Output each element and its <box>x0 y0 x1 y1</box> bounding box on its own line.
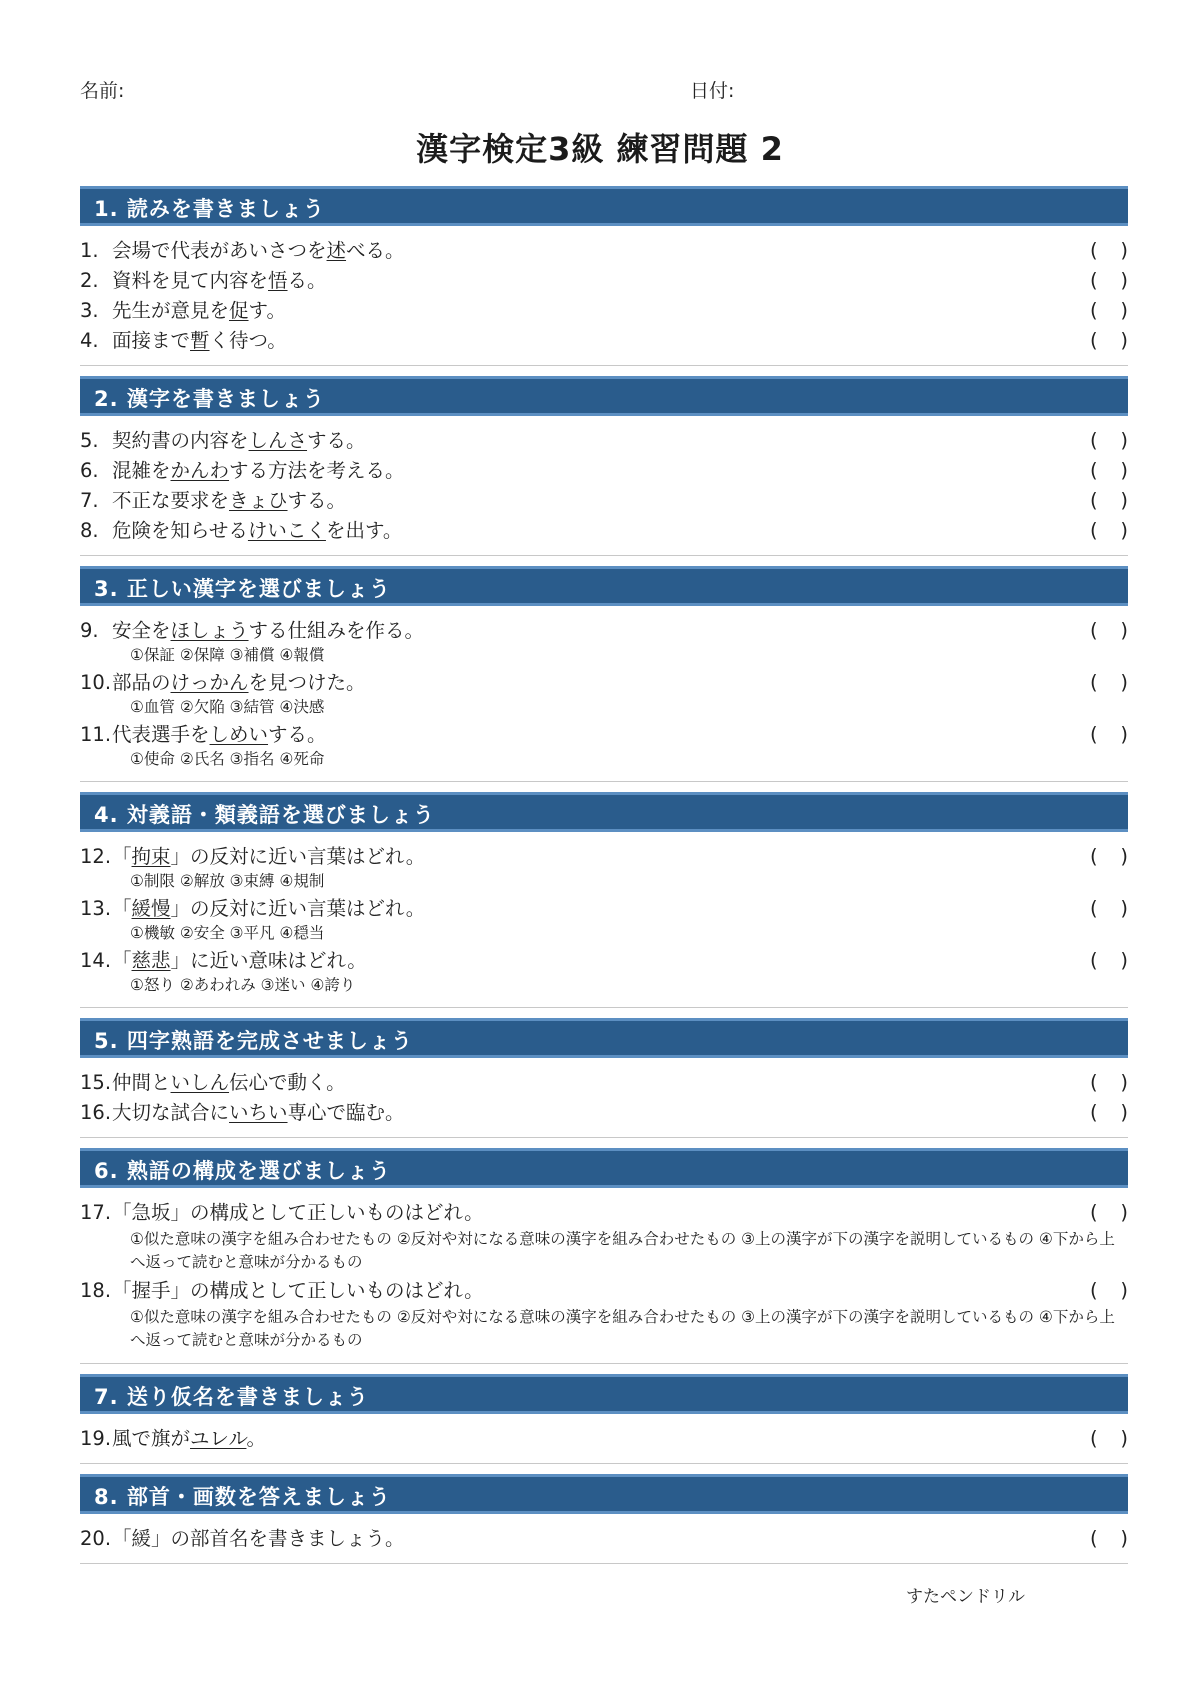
underlined-target: 暫 <box>190 329 210 352</box>
answer-options: ①似た意味の漢字を組み合わせたもの ②反対や対になる意味の漢字を組み合わせたもの ③上の漢字が下の漢字を説明しているもの ④下から上へ返って読むと意味が分かるもの <box>130 1230 1115 1271</box>
answer-box[interactable] <box>1090 842 1128 872</box>
answer-options: ①似た意味の漢字を組み合わせたもの ②反対や対になる意味の漢字を組み合わせたもの ③上の漢字が下の漢字を説明しているもの ④下から上へ返って読むと意味が分かるもの <box>130 1308 1115 1349</box>
question-line <box>80 1424 1128 1454</box>
question-text: 「緩」の部首名を書きましょう。 <box>112 1527 405 1550</box>
question-item <box>80 1068 1128 1098</box>
question-sections <box>80 186 1128 1574</box>
question-text: 混雑を <box>112 459 171 482</box>
answer-open-paren: ( <box>1090 299 1098 322</box>
question-item <box>80 894 1128 944</box>
answer-close-paren: ) <box>1120 329 1128 352</box>
question-number: 1. <box>80 239 99 262</box>
question-text-end: する仕組みを作る。 <box>248 619 425 642</box>
question-text: 「 <box>112 949 132 972</box>
answer-box[interactable] <box>1090 894 1128 924</box>
section-body <box>80 606 1128 782</box>
answer-box[interactable] <box>1090 1276 1128 1306</box>
answer-close-paren: ) <box>1120 1527 1128 1550</box>
answer-open-paren: ( <box>1090 489 1098 512</box>
answer-close-paren: ) <box>1120 949 1128 972</box>
question-line <box>80 668 1128 698</box>
answer-close-paren: ) <box>1120 429 1128 452</box>
question-text-end: く待つ。 <box>209 329 287 352</box>
answer-box[interactable] <box>1090 456 1128 486</box>
question-text-end: 」に近い意味はどれ。 <box>170 949 367 972</box>
header-row <box>80 76 1120 104</box>
answer-open-paren: ( <box>1090 897 1098 920</box>
question-number: 9. <box>80 619 99 642</box>
underlined-target: 緩慢 <box>131 897 171 920</box>
question-number: 15. <box>80 1071 112 1094</box>
question-item <box>80 720 1128 770</box>
question-item <box>80 946 1128 996</box>
question-item <box>80 486 1128 516</box>
answer-options: ①機敏 ②安全 ③平凡 ④穏当 <box>130 924 325 942</box>
answer-open-paren: ( <box>1090 619 1098 642</box>
question-item <box>80 1424 1128 1454</box>
answer-close-paren: ) <box>1120 1201 1128 1224</box>
answer-close-paren: ) <box>1120 723 1128 746</box>
question-item <box>80 1276 1128 1352</box>
answer-box[interactable] <box>1090 946 1128 976</box>
question-item <box>80 668 1128 718</box>
answer-options: ①怒り ②あわれみ ③迷い ④誇り <box>130 976 356 994</box>
name-label: 名前: <box>80 80 125 102</box>
answer-open-paren: ( <box>1090 329 1098 352</box>
answer-open-paren: ( <box>1090 1527 1098 1550</box>
section-body <box>80 416 1128 556</box>
question-item <box>80 1524 1128 1554</box>
question-text: 風で旗が <box>112 1427 191 1450</box>
answer-open-paren: ( <box>1090 1427 1098 1450</box>
underlined-target: ユレル <box>190 1427 247 1450</box>
answer-options: ①使命 ②氏名 ③指名 ④死命 <box>130 750 325 768</box>
question-item <box>80 616 1128 666</box>
underlined-target: しめい <box>209 723 269 746</box>
answer-open-paren: ( <box>1090 1201 1098 1224</box>
answer-open-paren: ( <box>1090 269 1098 292</box>
answer-box[interactable] <box>1090 1424 1128 1454</box>
question-text-end: 専心で臨む。 <box>287 1101 405 1124</box>
question-number: 14. <box>80 949 112 972</box>
question-text: 仲間と <box>112 1071 171 1094</box>
question-number: 10. <box>80 671 112 694</box>
section-header: 2. 漢字を書きましょう <box>80 376 1128 416</box>
answer-box[interactable] <box>1090 296 1128 326</box>
question-number: 12. <box>80 845 112 868</box>
underlined-target: 促 <box>229 299 249 322</box>
answer-open-paren: ( <box>1090 1279 1098 1302</box>
answer-close-paren: ) <box>1120 619 1128 642</box>
date-label: 日付: <box>690 80 735 102</box>
answer-open-paren: ( <box>1090 459 1098 482</box>
question-number: 20. <box>80 1527 112 1550</box>
answer-options: ①制限 ②解放 ③束縛 ④規制 <box>130 872 325 890</box>
question-number: 11. <box>80 723 112 746</box>
footer-brand: すたペンドリル <box>906 1587 1025 1607</box>
question-line <box>80 946 1128 976</box>
answer-open-paren: ( <box>1090 949 1098 972</box>
answer-open-paren: ( <box>1090 519 1098 542</box>
section-header: 1. 読みを書きましょう <box>80 186 1128 226</box>
underlined-target: 悟 <box>268 269 288 292</box>
question-text-end: する方法を考える。 <box>229 459 405 482</box>
answer-options: ①血管 ②欠陥 ③結管 ④決感 <box>130 698 325 716</box>
question-item <box>80 842 1128 892</box>
question-text: 安全を <box>112 619 171 642</box>
question-item <box>80 266 1128 296</box>
question-line <box>80 616 1128 646</box>
answer-close-paren: ) <box>1120 299 1128 322</box>
question-text-end: する。 <box>307 429 366 452</box>
question-item <box>80 1098 1128 1128</box>
question-text: 「 <box>112 845 132 868</box>
question-text: 契約書の内容を <box>112 429 249 452</box>
underlined-target: かんわ <box>170 459 230 482</box>
question-text-end: す。 <box>248 299 286 322</box>
question-line <box>80 486 1128 516</box>
question-item <box>80 296 1128 326</box>
answer-close-paren: ) <box>1120 671 1128 694</box>
answer-open-paren: ( <box>1090 429 1098 452</box>
question-line <box>80 296 1128 326</box>
question-item <box>80 236 1128 266</box>
underlined-target: けいこく <box>247 519 326 542</box>
question-text: 代表選手を <box>112 723 210 746</box>
section-header: 5. 四字熟語を完成させましょう <box>80 1018 1128 1058</box>
answer-close-paren: ) <box>1120 845 1128 868</box>
section-body <box>80 832 1128 1008</box>
question-line <box>80 720 1128 750</box>
question-text-end: べる。 <box>346 239 405 262</box>
section-body <box>80 1188 1128 1364</box>
question-text-end: 」の反対に近い言葉はどれ。 <box>170 845 426 868</box>
answer-box[interactable] <box>1090 486 1128 516</box>
question-number: 3. <box>80 299 99 322</box>
answer-box[interactable] <box>1090 1198 1128 1228</box>
underlined-target: きょひ <box>229 489 288 512</box>
question-item <box>80 456 1128 486</box>
page-title: 漢字検定3級 練習問題 2 <box>416 130 784 168</box>
question-text: 面接まで <box>112 329 191 352</box>
answer-box[interactable] <box>1090 516 1128 546</box>
question-text: 危険を知らせる <box>112 519 248 542</box>
section-body <box>80 1414 1128 1464</box>
answer-close-paren: ) <box>1120 1101 1128 1124</box>
question-text: 「 <box>112 897 132 920</box>
underlined-target: 慈悲 <box>131 949 171 972</box>
question-number: 5. <box>80 429 99 452</box>
answer-box[interactable] <box>1090 720 1128 750</box>
question-text-end: 伝心で動く。 <box>229 1071 346 1094</box>
answer-open-paren: ( <box>1090 671 1098 694</box>
question-line <box>80 1276 1128 1306</box>
section-header: 4. 対義語・類義語を選びましょう <box>80 792 1128 832</box>
question-text: 資料を見て内容を <box>112 269 269 292</box>
answer-open-paren: ( <box>1090 1101 1098 1124</box>
question-text: 「握手」の構成として正しいものはどれ。 <box>112 1279 484 1302</box>
question-text-end: する。 <box>268 723 327 746</box>
question-number: 19. <box>80 1427 112 1450</box>
question-text: 大切な試合に <box>112 1101 230 1124</box>
question-line <box>80 1198 1128 1228</box>
question-text-end: を見つけた。 <box>248 671 366 694</box>
question-text-end: を出す。 <box>325 519 403 542</box>
question-line <box>80 842 1128 872</box>
question-number: 17. <box>80 1201 112 1224</box>
question-text: 会場で代表があいさつを <box>112 239 327 262</box>
underlined-target: 拘束 <box>131 845 171 868</box>
answer-close-paren: ) <box>1120 897 1128 920</box>
answer-close-paren: ) <box>1120 1071 1128 1094</box>
section-header: 3. 正しい漢字を選びましょう <box>80 566 1128 606</box>
answer-close-paren: ) <box>1120 489 1128 512</box>
question-number: 18. <box>80 1279 112 1302</box>
question-item <box>80 326 1128 356</box>
answer-box[interactable] <box>1090 326 1128 356</box>
question-text: 先生が意見を <box>112 299 230 322</box>
answer-box[interactable] <box>1090 1524 1128 1554</box>
question-line <box>80 1098 1128 1128</box>
section-header: 7. 送り仮名を書きましょう <box>80 1374 1128 1414</box>
underlined-target: 述 <box>326 239 347 262</box>
question-number: 4. <box>80 329 99 352</box>
question-number: 2. <box>80 269 99 292</box>
question-line <box>80 516 1128 546</box>
question-text-end: 」の反対に近い言葉はどれ。 <box>170 897 426 920</box>
question-line <box>80 236 1128 266</box>
answer-open-paren: ( <box>1090 239 1098 262</box>
question-line <box>80 894 1128 924</box>
question-text-end: 。 <box>246 1427 266 1450</box>
question-text: 部品の <box>112 671 171 694</box>
section-body <box>80 1058 1128 1138</box>
question-line <box>80 1524 1128 1554</box>
answer-open-paren: ( <box>1090 723 1098 746</box>
question-item <box>80 426 1128 456</box>
question-number: 7. <box>80 489 99 512</box>
answer-box[interactable] <box>1090 266 1128 296</box>
question-line <box>80 1068 1128 1098</box>
answer-box[interactable] <box>1090 426 1128 456</box>
underlined-target: しんさ <box>248 429 308 452</box>
answer-options: ①保証 ②保障 ③補償 ④報償 <box>130 646 325 664</box>
question-number: 16. <box>80 1101 112 1124</box>
section-header: 8. 部首・画数を答えましょう <box>80 1474 1128 1514</box>
underlined-target: いしん <box>170 1071 230 1094</box>
answer-open-paren: ( <box>1090 845 1098 868</box>
question-item <box>80 1198 1128 1274</box>
underlined-target: ほしょう <box>170 619 249 642</box>
underlined-target: いちい <box>229 1101 288 1124</box>
question-number: 8. <box>80 519 99 542</box>
question-item <box>80 516 1128 546</box>
question-text: 不正な要求を <box>112 489 230 512</box>
section-header: 6. 熟語の構成を選びましょう <box>80 1148 1128 1188</box>
answer-box[interactable] <box>1090 236 1128 266</box>
question-line <box>80 326 1128 356</box>
question-text: 「急坂」の構成として正しいものはどれ。 <box>112 1201 484 1224</box>
answer-close-paren: ) <box>1120 519 1128 542</box>
answer-box[interactable] <box>1090 1068 1128 1098</box>
answer-close-paren: ) <box>1120 459 1128 482</box>
answer-close-paren: ) <box>1120 239 1128 262</box>
question-line <box>80 266 1128 296</box>
underlined-target: けっかん <box>170 671 249 694</box>
answer-box[interactable] <box>1090 668 1128 698</box>
answer-close-paren: ) <box>1120 1427 1128 1450</box>
answer-close-paren: ) <box>1120 269 1128 292</box>
section-body <box>80 226 1128 366</box>
answer-box[interactable] <box>1090 1098 1128 1128</box>
question-line <box>80 456 1128 486</box>
question-text-end: する。 <box>287 489 347 512</box>
answer-close-paren: ) <box>1120 1279 1128 1302</box>
question-text-end: る。 <box>287 269 327 292</box>
question-line <box>80 426 1128 456</box>
question-number: 13. <box>80 897 112 920</box>
section-body <box>80 1514 1128 1564</box>
answer-open-paren: ( <box>1090 1071 1098 1094</box>
answer-box[interactable] <box>1090 616 1128 646</box>
question-number: 6. <box>80 459 99 482</box>
